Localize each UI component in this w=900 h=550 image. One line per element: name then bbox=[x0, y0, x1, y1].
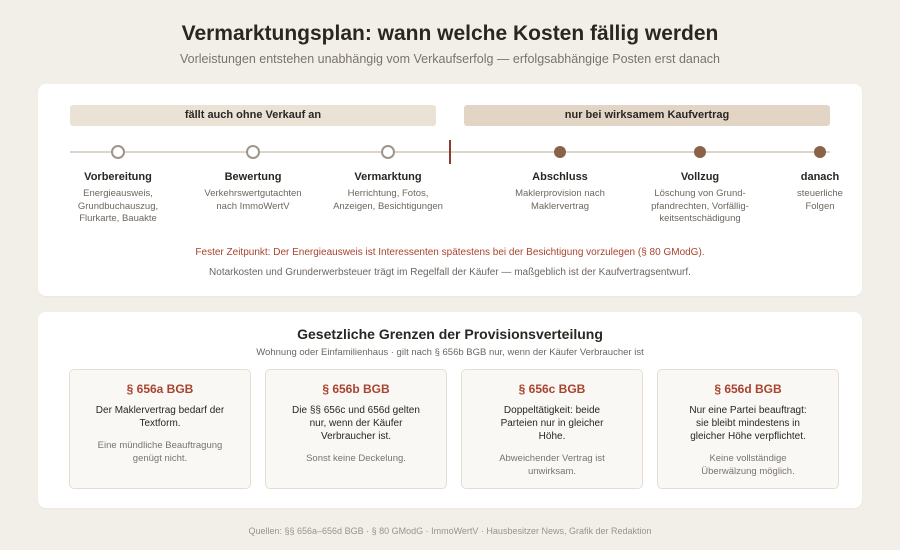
step-name: danach bbox=[800, 171, 840, 183]
step-desc-line: Folgen bbox=[805, 200, 835, 212]
energy-certificate-note: Fester Zeitpunkt: Der Energieausweis ist Interessenten spätestens bei der Besichtigung vorzulegen (§ 80 GModG). bbox=[195, 247, 705, 258]
step-name: Vollzug bbox=[680, 171, 720, 183]
law-consequence: Eine mündliche Beauftragung genügt nicht. bbox=[97, 440, 223, 464]
step-description bbox=[775, 188, 865, 213]
step-desc-line: Verkehrswertgutachten bbox=[204, 188, 302, 199]
step-vorbereitung bbox=[48, 171, 188, 226]
law-card-656d bbox=[657, 369, 839, 489]
step-desc-line: Maklervertrag bbox=[530, 200, 590, 212]
step-desc-line: Maklerprovision nach bbox=[515, 188, 605, 199]
step-bewertung bbox=[183, 171, 323, 213]
step-desc-line: Flurkarte, Bauakte bbox=[79, 213, 157, 224]
timeline-node-vorbereitung bbox=[111, 145, 125, 159]
buyer-costs-note: Notarkosten und Grunderwerbsteuer trägt im Regelfall der Käufer — maßgeblich ist der Kaufvertragsentwurf. bbox=[209, 267, 691, 278]
law-card-656b bbox=[265, 369, 447, 489]
law-paragraph: § 656a BGB bbox=[126, 382, 194, 396]
law-card-656a bbox=[69, 369, 251, 489]
step-desc-line: nach ImmoWertV bbox=[216, 200, 290, 212]
step-vollzug bbox=[630, 171, 770, 226]
step-desc-line: steuerliche bbox=[797, 188, 843, 199]
step-description bbox=[183, 188, 323, 213]
timeline-node-vermarktung bbox=[381, 145, 395, 159]
timeline-node-abschluss bbox=[554, 146, 566, 158]
law-consequence: Sonst keine Deckelung. bbox=[306, 453, 406, 464]
step-desc-line: Anzeigen, Besichtigungen bbox=[333, 200, 443, 212]
law-rule: Der Maklervertrag bedarf der Textform. bbox=[95, 405, 225, 429]
phase-banner-pre-sale: fällt auch ohne Verkauf an bbox=[70, 105, 436, 126]
step-desc-line: Grundbuchauszug, bbox=[77, 200, 159, 212]
step-vermarktung bbox=[318, 171, 458, 213]
step-desc-line: Herrichtung, Fotos, bbox=[347, 188, 429, 199]
step-desc-line: Energieausweis, bbox=[83, 188, 153, 199]
sources-footer: Quellen: §§ 656a–656d BGB · § 80 GModG · ImmoWertV · Hausbesitzer News, Grafik der Redaktion bbox=[248, 526, 652, 536]
step-desc-line: Löschung von Grund- bbox=[654, 188, 746, 199]
law-rule: Nur eine Partei beauftragt: sie bleibt mindestens in gleicher Höhe verpflichtet. bbox=[689, 405, 807, 442]
step-description bbox=[490, 188, 630, 213]
step-name: Bewertung bbox=[224, 171, 282, 183]
law-paragraph: § 656c BGB bbox=[518, 382, 586, 396]
step-abschluss bbox=[490, 171, 630, 213]
phase-banner-post-sale: nur bei wirksamem Kaufvertrag bbox=[464, 105, 830, 126]
law-rule: Die §§ 656c und 656d gelten nur, wenn der Käufer Verbraucher ist. bbox=[292, 405, 420, 442]
law-paragraph: § 656b BGB bbox=[322, 382, 390, 396]
step-desc-line: keitsentschädigung bbox=[659, 213, 741, 224]
timeline-card bbox=[38, 84, 862, 296]
step-danach bbox=[775, 171, 865, 213]
legal-limits-card bbox=[38, 312, 862, 508]
timeline-node-vollzug bbox=[694, 146, 706, 158]
law-card-656c bbox=[461, 369, 643, 489]
timeline-node-danach bbox=[814, 146, 826, 158]
page-subtitle: Vorleistungen entstehen unabhängig vom Verkaufserfolg — erfolgsabhängige Posten erst danach bbox=[180, 52, 720, 66]
law-consequence: Keine vollständige Überwälzung möglich. bbox=[701, 453, 795, 477]
legal-limits-subtitle: Wohnung oder Einfamilienhaus · gilt nach § 656b BGB nur, wenn der Käufer Verbraucher ist bbox=[256, 347, 644, 358]
step-description bbox=[318, 188, 458, 213]
timeline-node-bewertung bbox=[246, 145, 260, 159]
legal-limits-title: Gesetzliche Grenzen der Provisionsverteilung bbox=[297, 326, 603, 342]
step-desc-line: pfandrechten, Vorfällig- bbox=[651, 200, 749, 212]
step-description bbox=[630, 188, 770, 226]
step-description bbox=[48, 188, 188, 226]
law-rule: Doppeltätigkeit: beide Parteien nur in gleicher Höhe. bbox=[500, 405, 604, 442]
law-consequence: Abweichender Vertrag ist unwirksam. bbox=[499, 453, 605, 477]
step-name: Vermarktung bbox=[354, 171, 422, 183]
step-name: Abschluss bbox=[532, 171, 588, 183]
law-paragraph: § 656d BGB bbox=[714, 382, 782, 396]
step-name: Vorbereitung bbox=[84, 171, 152, 183]
sale-divider-marker bbox=[449, 140, 451, 164]
page-title: Vermarktungsplan: wann welche Kosten fällig werden bbox=[181, 22, 719, 45]
